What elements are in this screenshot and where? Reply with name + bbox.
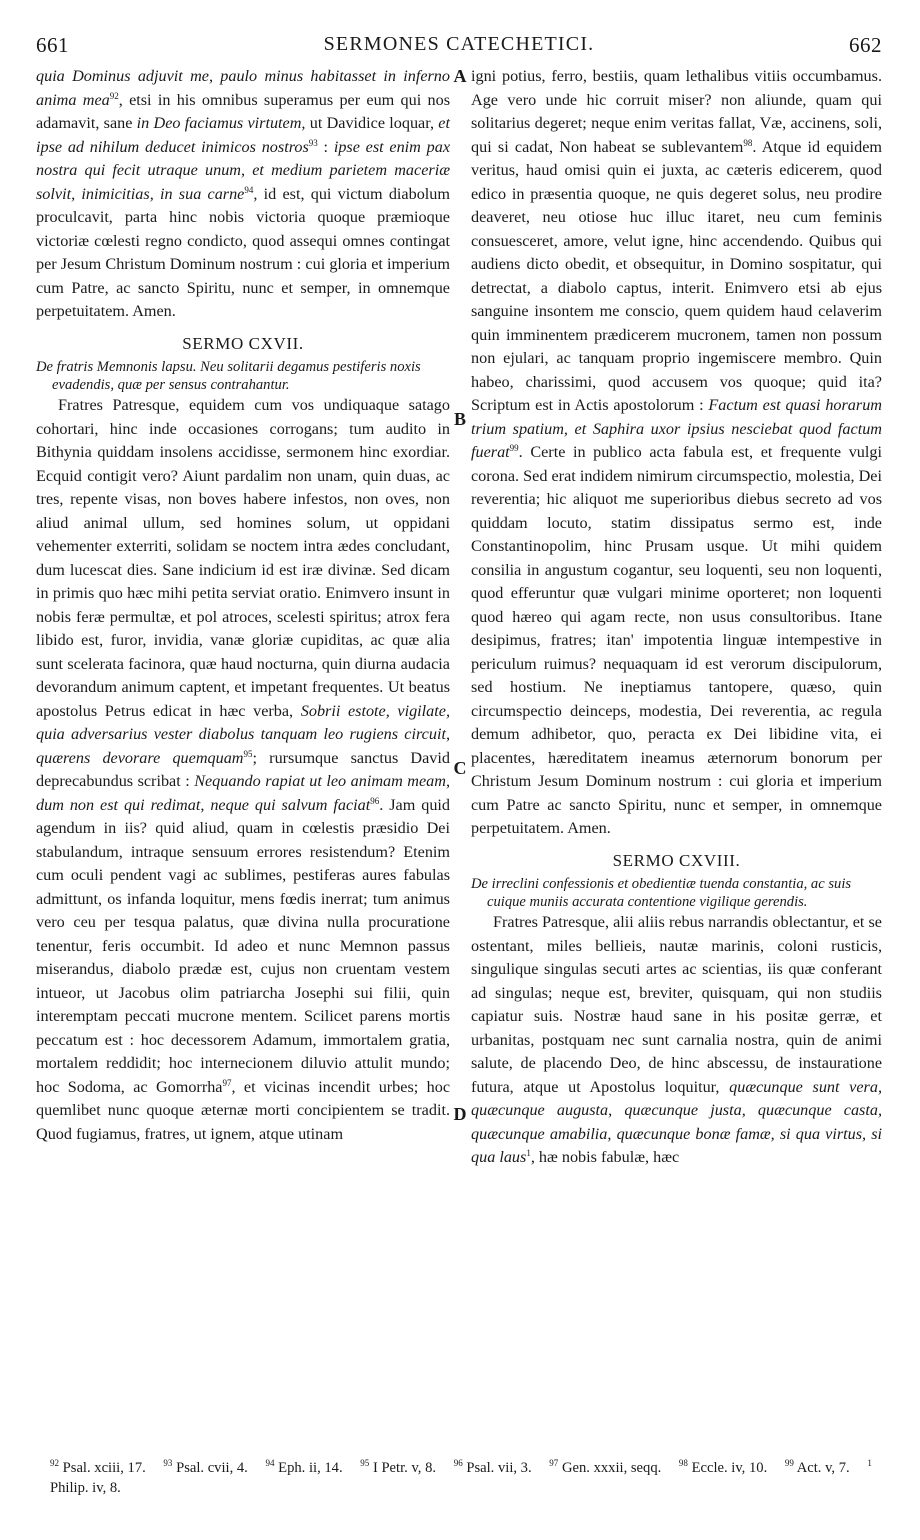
footnote: $^{92}$ Psal. xciii, 17. <box>50 1458 146 1476</box>
page-number-left: 661 <box>36 33 69 57</box>
page-number-right: 662 <box>849 33 882 57</box>
margin-letter-b: B <box>453 409 466 429</box>
right-column <box>471 65 882 1170</box>
margin-letter-a: A <box>453 66 467 86</box>
sermon-heading: SERMO CXVII. <box>182 333 304 353</box>
footnote: $^{94}$ Eph. ii, 14. <box>265 1458 343 1476</box>
paragraph: quia Dominus adjuvit me, paulo minus habitasset in inferno anima mea$^{92}$, etsi in his omnibus superamus per eum qui nos adamavit, sane in Deo faciamus virtutem, ut Davidice loquar, et ipse ad nihilum deducet inimicos nostros$^{93}$ : ipse est enim pax nostra qui fecit utraque unum, et medium parietem maceriæ solvit, inimicitias, in sua carne$^{94}$, id est, qui victum diabolum proculcavit, parta hinc nobis victoria quoque præmioque victoriæ cœlesti regno condicto, quod assequi omnes contingat per Jesum Christum Dominum nostrum : cui gloria et imperium cum Patre, ac sancto Spiritu, nunc et semper, in omnemque perpetuitatem. Amen. <box>36 67 451 320</box>
footnote: $^{95}$ I Petr. v, 8. <box>360 1458 437 1476</box>
sermon-subtitle: De fratris Memnonis lapsu. Neu solitarii degamus pestiferis noxis evadendis, quæ per sensus contrahantur. <box>36 359 421 393</box>
footnote: $^{98}$ Eccle. iv, 10. <box>678 1458 768 1476</box>
footnote: $^{99}$ Act. v, 7. <box>784 1458 850 1476</box>
paragraph: igni potius, ferro, bestiis, quam lethalibus vitiis occumbamus. Age vero unde hic corruit miser? non aliunde, quam qui solitarius degeret; neque enim veritas fallat, Væ, accinens, soli, qui si cadat, Non habeat se sublevantem$^{98}$. Atque id equidem veritus, haud omisi quin ei juxta, ac cæteris edicerem, quod edico in præsentia quoque, ne quis degeret solus, neu prodire deaveret, neu otiose huc illuc itaret, neu cum feminis consuesceret, amore, velut igne, hinc accendendo. Quibus qui audiens dicto obedit, et obsequitur, in Domino sospitatur, qui detrectat, a diabolo captus, interit. Enimvero etsi ab ejus sanguine insontem me conscio, quem quidem haud celaverim quin imminentem prædicerem mucronem, tamen non possum non ejulari, ac tanquam proprio ingemiscere membro. Quin habeo, charissimi, quod accusem vos quoque; quid ita? Scriptum est in Actis apostolorum : Factum est quasi horarum trium spatium, et Saphira uxor ipsius nesciebat quod factum fuerat$^{99}$. Certe in publico acta fabula est, et frequente vulgi corona. Sed erat indidem nimirum circumspectio, molestia, Dei reverentia; hic aliquot me superioribus diebus secreto ad vos quiddam locuto, statim dissipatus sermo est, inde Constantinopolim, hinc Prusam usque. Ut mihi quidem consilia in angustum cogantur, seu loquenti, seu non loquenti, quod efferuntur quæ vulgari minime oporteret; non loquenti quod hæreo qui agam recte, non usus consultoribus. Itane desipimus, fratres; itan' impotentia linguæ intempestive in periculum ruimus? nequaquam id est verorum discipulorum, sed hostium. Ne ineptiamus tantopere, quæso, quin circumspectio deinceps, modestia, Dei reverentia, ac regula demum adhibetor, quo, peracta ex Dei libidine vita, ei placentes, hæreditatem ineamus æternorum bonorum per Christum Jesum Dominum nostrum : cui gloria et imperium cum Patre ac sancto Spiritu, nunc et semper, in omnemque perpetuitatem. Amen. <box>471 67 883 837</box>
paragraph: Fratres Patresque, alii aliis rebus narrandis oblectantur, et se ostentant, miles bellieis, nautæ marinis, coloni rusticis, singulique singulas secuti artes ac scientias, iis quæ conferant ad singulas; neque est, breviter, quisquam, qui non studiis capiatur suis. Nostræ haud sane in his positæ gerræ, et urbanitas, postquam nec sunt carnalia nostra, quin de animi salute, de placendo Deo, de hinc abscessu, de instauratione futura, atque ut Apostolus loquitur, quæcunque sunt vera, quæcunque augusta, quæcunque justa, quæcunque casta, quæcunque amabilia, quæcunque bonæ famæ, si qua virtus, si qua laus$^1$, hæ nobis fabulæ, hæc <box>471 913 882 1166</box>
footnotes <box>50 1458 892 1498</box>
left-column <box>36 65 450 1146</box>
footnote: $^{97}$ Gen. xxxii, seqq. <box>549 1458 662 1476</box>
footnote: $^{96}$ Psal. vii, 3. <box>453 1458 532 1476</box>
margin-letter-c: C <box>453 758 467 778</box>
running-header <box>36 33 882 59</box>
footnote: $^{93}$ Psal. cvii, 4. <box>163 1458 248 1476</box>
paragraph: Fratres Patresque, equidem cum vos undiquaque satago cohortari, hinc inde occasiones corrogans; tum audito in Bithynia quiddam insolens accidisse, sermonem hinc exordiar. Ecquid contigit vero? Aiunt pardalim non unam, quin duas, ac tres, repente visas, non boves habere infestos, non oves, non aliud animal ullum, sed homines solum, ut oppidani vehementer exterriti, solidam se noctem intra ædes concludant, dum lucescat dies. Sane indicium id est iræ divinæ. Sed dicam in primis quo hæc mihi petita serviat oratio. Enimvero insunt in nobis feræ permultæ, et pol atroces, scelesti spiritus; atrox fera libido est, furor, invidia, vanæ gloriæ cupiditas, ac quæ alia sunt scelerata facinora, quæ haud nocturna, quin diurna audacia devorandum animum captent, et impetant frequentes. Ut beatus apostolus Petrus edicat in hæc verba, Sobrii estote, vigilate, quia adversarius vester diabolus tanquam leo rugiens circuit, quærens devorare quemquam$^{95}$; rursumque sanctus David deprecabundus scribat : Nequando rapiat ut leo animam meam, dum non est qui redimat, neque qui salvum faciat$^{96}$. Jam quid agendum in iis? quid aliud, quam in cœlestis præsidio Dei stabulandum, intraque sensuum errores resistendum? Etenim cum oculi pendent vagi ac sublimes, pestiferas aures fabulas admittunt, os infanda loquitur, mens fœdis inerrat; tum animus vero ceu per tesqua palatus, quæ divina nulla procuratione tenentur, feris occumbit. Id adeo et nunc Memnon passus miserandus, diabolo prædæ est, cujus non cruentam vestem intueor, ut Jacobus olim patriarcha Josephi sui filii, quin interemptam peccati mucrone mentem. Scilicet parens mortis peccatum est : hoc decessorem Adamum, immortalem gratia, mortalem reddidit; hoc internecionem diluvio attulit mundo; hoc Sodoma, ac Gomorrha$^{97}$, et vicinas incendit urbes; hoc quemlibet nunc quoque æternæ morti concipientem se tradit. Quod fugiamus, fratres, ut ignem, atque utinam <box>36 396 451 1143</box>
sermon-heading: SERMO CXVIII. <box>612 850 741 870</box>
margin-letter-d: D <box>453 1104 467 1124</box>
sermon-subtitle: De irreclini confessionis et obedientiæ tuenda constantia, ac suis cuique muniis accurata contentione vigilique gerendis. <box>471 876 852 910</box>
footnote: $^1$ Philip. iv, 8. <box>50 1458 872 1496</box>
running-title: SERMONES CATECHETICI. <box>323 33 595 55</box>
